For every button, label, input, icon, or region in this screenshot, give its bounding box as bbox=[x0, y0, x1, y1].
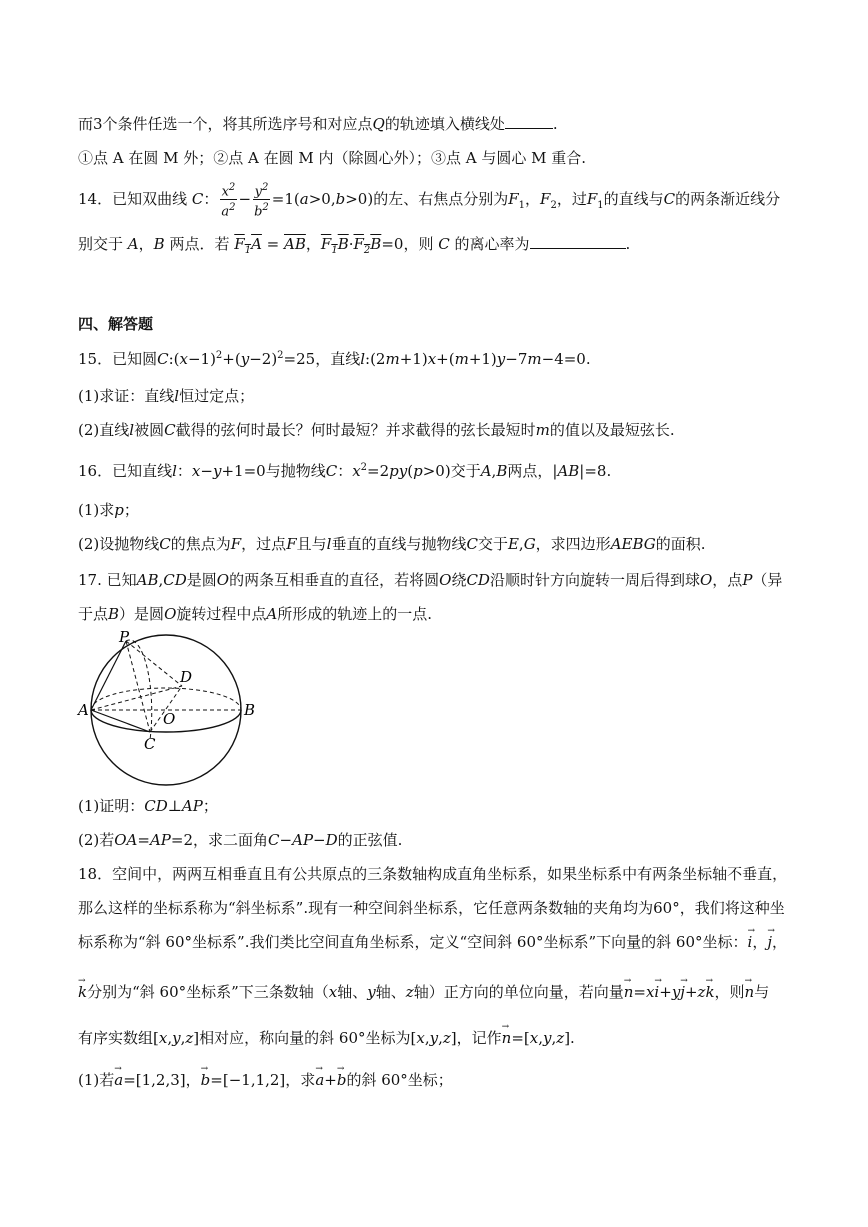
q14-line2: 别交于 A，B 两点．若 $F_1A = \overline{AB}$，$F_1B\cdot F_2B=0$，则 C 的离心率为 . bbox=[78, 235, 631, 256]
equator-back bbox=[91, 688, 241, 710]
q16-stem: 16．已知直线l：x−y+1=0与抛物线C：$x^2=2py(p>0)$交于A,B两点，|AB|=8. bbox=[78, 462, 612, 480]
label-B: B bbox=[244, 701, 256, 719]
q13-options: ①点 A 在圆 M 外；②点 A 在圆 M 内（除圆心外）；③点 A 与圆心 M 重合. bbox=[78, 149, 587, 167]
q15-part2: (2)直线l被圆C截得的弦何时最长？何时最短？并求截得的弦长最短时m的值以及最短弦长. bbox=[78, 421, 675, 439]
q13-answer-blank[interactable] bbox=[505, 114, 553, 129]
segment-PD bbox=[126, 641, 182, 686]
q13-line1: 而3个条件任选一个，将其所选序号和对应点Q的轨迹填入横线处 . bbox=[78, 115, 558, 133]
label-C: C bbox=[144, 735, 156, 753]
q17-part2: (2)若OA=AP=2，求二面角C−AP−D的正弦值. bbox=[78, 831, 403, 849]
section-heading: 四、解答题 bbox=[78, 315, 154, 333]
q15-stem: 15．已知圆$C:(x-1)^2+(y-2)^2=25$，直线l:(2m+1)x+(m+1)y−7m−4=0. bbox=[78, 350, 591, 368]
segment-PC bbox=[126, 641, 150, 732]
q18-line5: 有序实数组[x,y,z]相对应，称向量的斜 60°坐标为[x,y,z]，记作→ n=[x,y,z]. bbox=[78, 1028, 575, 1048]
q14-formula: C bbox=[191, 189, 204, 208]
q17-part1: (1)证明：CD⊥AP； bbox=[78, 797, 218, 815]
q18-line4: → k分别为“斜 60°坐标系”下三条数轴（x轴、y轴、z轴）正方向的单位向量，若向量→ n=x→ i+y→ j+z→ k，则→ n与 bbox=[78, 982, 769, 1002]
q14-answer-blank[interactable] bbox=[530, 234, 626, 249]
q14-line1: 14．已知双曲线 C： $\frac{x^2}{a^2}$ − $\frac{y^2}{b^2}$ =1(a>0,b>0)的左、右焦点分别为$F_1$，$F_2$，过$F_1$的直线与C的两条渐近线分 bbox=[78, 182, 781, 220]
q13-text2: 的轨迹填入横线处 bbox=[384, 115, 505, 133]
q15-part1: (1)求证：直线l恒过定点； bbox=[78, 387, 255, 405]
segment-PA bbox=[91, 641, 126, 710]
q16-part1: (1)求p； bbox=[78, 501, 139, 519]
q18-part1: (1)若→ a=[1,2,3]，→ b=[−1,1,2]，求→ a+→ b的斜 60°坐标； bbox=[78, 1070, 453, 1090]
q13-var-q: Q bbox=[372, 115, 385, 133]
label-D: D bbox=[180, 668, 193, 686]
q18-line2: 那么这样的坐标系称为“斜坐标系”.现有一种空间斜坐标系，它任意两条数轴的夹角均为60°，我们将这种坐 bbox=[78, 899, 785, 917]
q17-line1: 17. 已知AB,CD是圆O的两条互相垂直的直径，若将圆O绕CD沿顺时针方向旋转一周后得到球O，点P（异 bbox=[78, 571, 783, 589]
q17-line2: 于点B）是圆O旋转过程中点A所形成的轨迹上的一点. bbox=[78, 605, 433, 623]
q18-line1: 18．空间中，两两互相垂直且有公共原点的三条数轴构成直角坐标系，如果坐标系中有两条坐标轴不垂直， bbox=[78, 865, 788, 883]
q13-text: 而3个条件任选一个，将其所选序号和对应点 bbox=[78, 115, 373, 133]
q16-part2: (2)设抛物线C的焦点为F，过点F且与l垂直的直线与抛物线C交于E,G，求四边形AEBG的面积. bbox=[78, 535, 706, 553]
label-P: P bbox=[119, 628, 130, 646]
q18-line3: 标系称为“斜 60°坐标系”.我们类比空间直角坐标系，定义“空间斜 60°坐标系”下向量的斜 60°坐标：→ i，→ j， bbox=[78, 932, 787, 952]
label-O: O bbox=[163, 710, 176, 728]
sphere-figure bbox=[74, 628, 264, 794]
label-A: A bbox=[78, 701, 89, 719]
